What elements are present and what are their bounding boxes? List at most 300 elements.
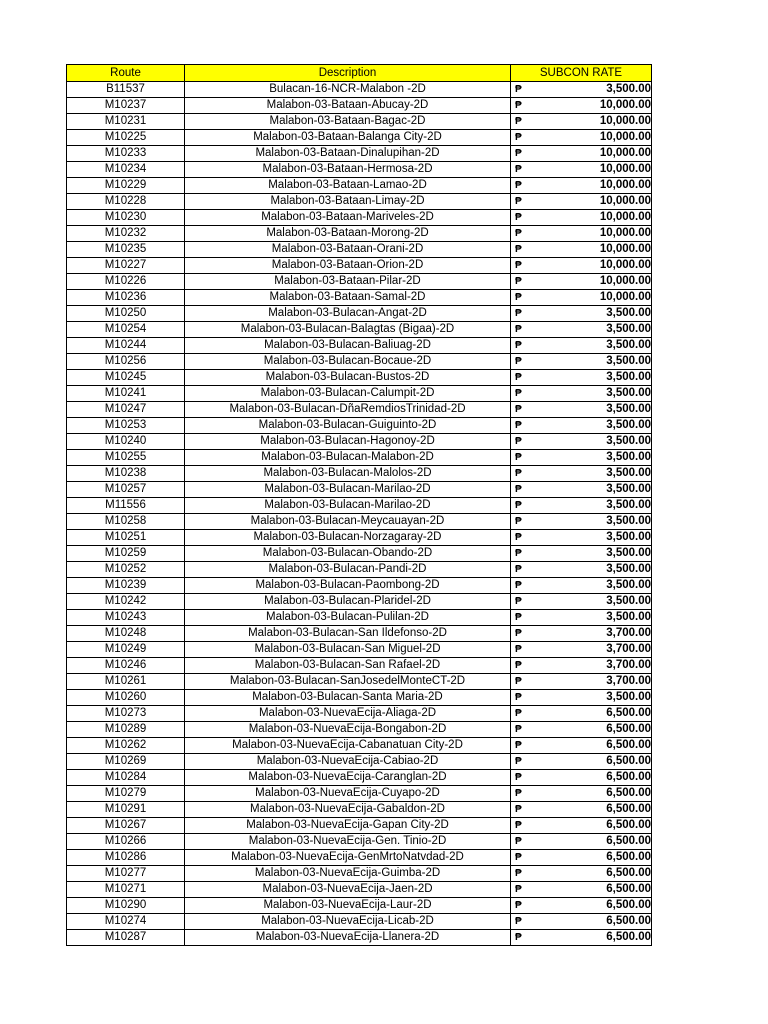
route-cell: M10273: [67, 706, 185, 722]
route-cell: M10249: [67, 642, 185, 658]
description-cell: Malabon-03-NuevaEcija-GenMrtoNatvdad-2D: [185, 850, 511, 866]
route-cell: M10274: [67, 914, 185, 930]
route-cell: M10250: [67, 306, 185, 322]
peso-sign: ₱: [515, 116, 522, 127]
rate-cell: [511, 338, 652, 354]
rate-value: 3,500.00: [606, 435, 651, 447]
table-row: [67, 386, 652, 402]
peso-sign: ₱: [515, 228, 522, 239]
peso-sign: ₱: [515, 292, 522, 303]
table-row: [67, 450, 652, 466]
description-cell: Malabon-03-NuevaEcija-Licab-2D: [185, 914, 511, 930]
table-row: [67, 626, 652, 642]
table-row: [67, 754, 652, 770]
rate-value: 3,500.00: [606, 371, 651, 383]
rate-cell: [511, 450, 652, 466]
table-row: [67, 130, 652, 146]
rate-cell: [511, 162, 652, 178]
table-row: [67, 530, 652, 546]
rate-value: 6,500.00: [606, 803, 651, 815]
description-cell: Malabon-03-Bulacan-Bocaue-2D: [185, 354, 511, 370]
table-row: [67, 274, 652, 290]
description-cell: Malabon-03-NuevaEcija-Caranglan-2D: [185, 770, 511, 786]
rate-cell: [511, 530, 652, 546]
description-cell: Malabon-03-Bulacan-Meycauayan-2D: [185, 514, 511, 530]
rate-value: 3,500.00: [606, 611, 651, 623]
peso-sign: ₱: [515, 132, 522, 143]
peso-sign: ₱: [515, 164, 522, 175]
route-cell: M10244: [67, 338, 185, 354]
route-cell: M10235: [67, 242, 185, 258]
rate-cell: [511, 690, 652, 706]
route-cell: M10260: [67, 690, 185, 706]
rate-value: 3,500.00: [606, 515, 651, 527]
peso-sign: ₱: [515, 532, 522, 543]
route-cell: M10237: [67, 98, 185, 114]
rate-value: 6,500.00: [606, 819, 651, 831]
rate-value: 6,500.00: [606, 835, 651, 847]
rate-cell: [511, 770, 652, 786]
route-cell: M10291: [67, 802, 185, 818]
peso-sign: ₱: [515, 308, 522, 319]
peso-sign: ₱: [515, 372, 522, 383]
peso-sign: ₱: [515, 804, 522, 815]
rate-cell: [511, 290, 652, 306]
description-cell: Malabon-03-NuevaEcija-Laur-2D: [185, 898, 511, 914]
route-cell: M10236: [67, 290, 185, 306]
rate-value: 6,500.00: [606, 931, 651, 943]
route-cell: M10269: [67, 754, 185, 770]
table-row: [67, 370, 652, 386]
description-cell: Malabon-03-NuevaEcija-Cabanatuan City-2D: [185, 738, 511, 754]
rate-value: 6,500.00: [606, 739, 651, 751]
peso-sign: ₱: [515, 196, 522, 207]
route-cell: M10266: [67, 834, 185, 850]
description-cell: Malabon-03-Bataan-Mariveles-2D: [185, 210, 511, 226]
rate-cell: [511, 306, 652, 322]
rate-cell: [511, 178, 652, 194]
description-cell: Malabon-03-Bulacan-Paombong-2D: [185, 578, 511, 594]
route-cell: M10242: [67, 594, 185, 610]
rate-value: 3,500.00: [606, 355, 651, 367]
description-cell: Malabon-03-Bulacan-Pulilan-2D: [185, 610, 511, 626]
description-cell: Malabon-03-NuevaEcija-Guimba-2D: [185, 866, 511, 882]
rate-cell: [511, 98, 652, 114]
table-row: [67, 210, 652, 226]
peso-sign: ₱: [515, 516, 522, 527]
rate-column-header: SUBCON RATE: [511, 65, 652, 82]
rate-cell: [511, 898, 652, 914]
peso-sign: ₱: [515, 276, 522, 287]
description-cell: Malabon-03-NuevaEcija-Cuyapo-2D: [185, 786, 511, 802]
rate-cell: [511, 914, 652, 930]
table-row: [67, 322, 652, 338]
route-cell: M10252: [67, 562, 185, 578]
peso-sign: ₱: [515, 660, 522, 671]
rate-cell: [511, 882, 652, 898]
table-row: [67, 162, 652, 178]
table-row: [67, 866, 652, 882]
table-row: [67, 610, 652, 626]
description-cell: Malabon-03-NuevaEcija-Llanera-2D: [185, 930, 511, 946]
route-cell: M11556: [67, 498, 185, 514]
rate-cell: [511, 354, 652, 370]
route-cell: M10259: [67, 546, 185, 562]
peso-sign: ₱: [515, 484, 522, 495]
table-row: [67, 658, 652, 674]
route-column-header: Route: [67, 65, 185, 82]
rate-cell: [511, 674, 652, 690]
route-cell: M10234: [67, 162, 185, 178]
rate-value: 10,000.00: [599, 211, 651, 223]
table-row: [67, 930, 652, 946]
description-cell: Malabon-03-Bulacan-SanJosedelMonteCT-2D: [185, 674, 511, 690]
rate-value: 3,500.00: [606, 563, 651, 575]
peso-sign: ₱: [515, 884, 522, 895]
rate-value: 3,500.00: [606, 547, 651, 559]
description-cell: Malabon-03-Bulacan-DñaRemdiosTrinidad-2D: [185, 402, 511, 418]
route-cell: M10251: [67, 530, 185, 546]
description-cell: Malabon-03-NuevaEcija-Jaen-2D: [185, 882, 511, 898]
rate-value: 3,500.00: [606, 499, 651, 511]
peso-sign: ₱: [515, 340, 522, 351]
description-cell: Malabon-03-Bulacan-Calumpit-2D: [185, 386, 511, 402]
route-cell: M10228: [67, 194, 185, 210]
rate-cell: [511, 706, 652, 722]
route-cell: M10230: [67, 210, 185, 226]
rate-cell: [511, 578, 652, 594]
rate-value: 6,500.00: [606, 723, 651, 735]
rate-cell: [511, 562, 652, 578]
rate-value: 6,500.00: [606, 851, 651, 863]
rate-cell: [511, 786, 652, 802]
description-cell: Malabon-03-Bataan-Pilar-2D: [185, 274, 511, 290]
table-row: [67, 290, 652, 306]
rate-cell: [511, 226, 652, 242]
route-cell: M10254: [67, 322, 185, 338]
peso-sign: ₱: [515, 820, 522, 831]
route-cell: M10284: [67, 770, 185, 786]
table-body: [67, 82, 652, 946]
description-cell: Malabon-03-Bulacan-Marilao-2D: [185, 482, 511, 498]
route-cell: M10287: [67, 930, 185, 946]
table-row: [67, 194, 652, 210]
route-cell: M10227: [67, 258, 185, 274]
table-row: [67, 674, 652, 690]
description-cell: Malabon-03-NuevaEcija-Bongabon-2D: [185, 722, 511, 738]
rate-value: 6,500.00: [606, 899, 651, 911]
description-cell: Malabon-03-Bataan-Dinalupihan-2D: [185, 146, 511, 162]
description-cell: Malabon-03-NuevaEcija-Gen. Tinio-2D: [185, 834, 511, 850]
rate-value: 3,500.00: [606, 323, 651, 335]
description-cell: Malabon-03-Bataan-Orion-2D: [185, 258, 511, 274]
description-cell: Malabon-03-NuevaEcija-Aliaga-2D: [185, 706, 511, 722]
rate-value: 6,500.00: [606, 787, 651, 799]
peso-sign: ₱: [515, 836, 522, 847]
peso-sign: ₱: [515, 388, 522, 399]
rate-cell: [511, 850, 652, 866]
description-cell: Malabon-03-Bulacan-Hagonoy-2D: [185, 434, 511, 450]
rate-cell: [511, 274, 652, 290]
rate-cell: [511, 482, 652, 498]
description-cell: Malabon-03-Bulacan-Pandi-2D: [185, 562, 511, 578]
route-cell: M10247: [67, 402, 185, 418]
peso-sign: ₱: [515, 628, 522, 639]
table-row: [67, 882, 652, 898]
rate-cell: [511, 130, 652, 146]
peso-sign: ₱: [515, 420, 522, 431]
peso-sign: ₱: [515, 436, 522, 447]
peso-sign: ₱: [515, 148, 522, 159]
description-cell: Malabon-03-Bulacan-Baliuag-2D: [185, 338, 511, 354]
description-cell: Malabon-03-Bataan-Limay-2D: [185, 194, 511, 210]
rate-cell: [511, 386, 652, 402]
table-row: [67, 770, 652, 786]
table-row: [67, 98, 652, 114]
description-cell: Malabon-03-NuevaEcija-Gapan City-2D: [185, 818, 511, 834]
route-cell: M10229: [67, 178, 185, 194]
rate-value: 10,000.00: [599, 195, 651, 207]
rate-value: 6,500.00: [606, 707, 651, 719]
rate-cell: [511, 594, 652, 610]
route-cell: M10289: [67, 722, 185, 738]
table-row: [67, 402, 652, 418]
table-row: [67, 258, 652, 274]
rate-cell: [511, 210, 652, 226]
table-row: [67, 242, 652, 258]
description-cell: Bulacan-16-NCR-Malabon -2D: [185, 82, 511, 98]
table-row: [67, 690, 652, 706]
description-cell: Malabon-03-Bulacan-San Ildefonso-2D: [185, 626, 511, 642]
route-cell: M10255: [67, 450, 185, 466]
rate-cell: [511, 434, 652, 450]
route-cell: M10267: [67, 818, 185, 834]
rate-value: 3,500.00: [606, 467, 651, 479]
rate-cell: [511, 626, 652, 642]
peso-sign: ₱: [515, 356, 522, 367]
peso-sign: ₱: [515, 852, 522, 863]
description-column-header: Description: [185, 65, 511, 82]
rate-value: 10,000.00: [599, 227, 651, 239]
route-cell: M10290: [67, 898, 185, 914]
table-row: [67, 850, 652, 866]
rate-value: 10,000.00: [599, 99, 651, 111]
rate-value: 3,700.00: [606, 659, 651, 671]
rate-value: 6,500.00: [606, 867, 651, 879]
description-cell: Malabon-03-Bulacan-Plaridel-2D: [185, 594, 511, 610]
description-cell: Malabon-03-Bataan-Abucay-2D: [185, 98, 511, 114]
table-row: [67, 306, 652, 322]
rate-value: 3,500.00: [606, 419, 651, 431]
header-row: [67, 65, 652, 82]
peso-sign: ₱: [515, 644, 522, 655]
rate-cell: [511, 114, 652, 130]
peso-sign: ₱: [515, 612, 522, 623]
peso-sign: ₱: [515, 244, 522, 255]
peso-sign: ₱: [515, 900, 522, 911]
route-cell: M10257: [67, 482, 185, 498]
rate-value: 3,500.00: [606, 387, 651, 399]
table-row: [67, 802, 652, 818]
table-row: [67, 594, 652, 610]
rate-value: 3,500.00: [606, 339, 651, 351]
rate-value: 3,700.00: [606, 675, 651, 687]
peso-sign: ₱: [515, 404, 522, 415]
route-cell: M10262: [67, 738, 185, 754]
route-cell: M10240: [67, 434, 185, 450]
description-cell: Malabon-03-NuevaEcija-Gabaldon-2D: [185, 802, 511, 818]
rate-value: 10,000.00: [599, 179, 651, 191]
rate-value: 6,500.00: [606, 883, 651, 895]
rate-cell: [511, 402, 652, 418]
rate-value: 10,000.00: [599, 275, 651, 287]
rate-cell: [511, 194, 652, 210]
route-cell: M10286: [67, 850, 185, 866]
peso-sign: ₱: [515, 788, 522, 799]
peso-sign: ₱: [515, 724, 522, 735]
rate-cell: [511, 738, 652, 754]
rate-value: 3,500.00: [606, 307, 651, 319]
rate-value: 3,500.00: [606, 483, 651, 495]
table-row: [67, 418, 652, 434]
rate-cell: [511, 610, 652, 626]
table-row: [67, 514, 652, 530]
rate-cell: [511, 82, 652, 98]
rate-cell: [511, 658, 652, 674]
table-row: [67, 498, 652, 514]
table-row: [67, 338, 652, 354]
rate-value: 6,500.00: [606, 755, 651, 767]
rate-cell: [511, 466, 652, 482]
rate-cell: [511, 514, 652, 530]
rate-cell: [511, 146, 652, 162]
rate-value: 10,000.00: [599, 259, 651, 271]
route-cell: M10277: [67, 866, 185, 882]
peso-sign: ₱: [515, 596, 522, 607]
peso-sign: ₱: [515, 180, 522, 191]
description-cell: Malabon-03-Bulacan-Angat-2D: [185, 306, 511, 322]
description-cell: Malabon-03-Bulacan-Marilao-2D: [185, 498, 511, 514]
table-row: [67, 82, 652, 98]
description-cell: Malabon-03-Bulacan-Norzagaray-2D: [185, 530, 511, 546]
rate-value: 3,500.00: [606, 451, 651, 463]
route-cell: M10256: [67, 354, 185, 370]
rate-value: 10,000.00: [599, 147, 651, 159]
peso-sign: ₱: [515, 100, 522, 111]
peso-sign: ₱: [515, 260, 522, 271]
route-cell: M10241: [67, 386, 185, 402]
route-cell: M10243: [67, 610, 185, 626]
description-cell: Malabon-03-Bulacan-Balagtas (Bigaa)-2D: [185, 322, 511, 338]
rate-cell: [511, 418, 652, 434]
route-cell: M10246: [67, 658, 185, 674]
table-header: [67, 65, 652, 82]
rate-value: 3,500.00: [606, 595, 651, 607]
table-row: [67, 722, 652, 738]
peso-sign: ₱: [515, 868, 522, 879]
description-cell: Malabon-03-Bulacan-Malolos-2D: [185, 466, 511, 482]
route-cell: M10233: [67, 146, 185, 162]
route-cell: B11537: [67, 82, 185, 98]
peso-sign: ₱: [515, 772, 522, 783]
peso-sign: ₱: [515, 916, 522, 927]
description-cell: Malabon-03-Bulacan-Obando-2D: [185, 546, 511, 562]
subcon-rate-table: [66, 64, 652, 946]
rate-cell: [511, 322, 652, 338]
table-row: [67, 898, 652, 914]
rate-cell: [511, 258, 652, 274]
table-row: [67, 914, 652, 930]
description-cell: Malabon-03-Bataan-Balanga City-2D: [185, 130, 511, 146]
route-cell: M10239: [67, 578, 185, 594]
rate-cell: [511, 930, 652, 946]
rate-value: 3,700.00: [606, 643, 651, 655]
rate-value: 3,500.00: [606, 83, 651, 95]
rate-value: 3,700.00: [606, 627, 651, 639]
table-row: [67, 706, 652, 722]
table-row: [67, 642, 652, 658]
table-row: [67, 354, 652, 370]
table-row: [67, 146, 652, 162]
rate-cell: [511, 802, 652, 818]
table-row: [67, 834, 652, 850]
peso-sign: ₱: [515, 212, 522, 223]
peso-sign: ₱: [515, 500, 522, 511]
rate-cell: [511, 242, 652, 258]
route-cell: M10248: [67, 626, 185, 642]
description-cell: Malabon-03-Bulacan-San Rafael-2D: [185, 658, 511, 674]
table-row: [67, 434, 652, 450]
rate-cell: [511, 370, 652, 386]
peso-sign: ₱: [515, 708, 522, 719]
table-row: [67, 226, 652, 242]
rate-value: 10,000.00: [599, 243, 651, 255]
peso-sign: ₱: [515, 564, 522, 575]
table-row: [67, 482, 652, 498]
route-cell: M10271: [67, 882, 185, 898]
route-cell: M10238: [67, 466, 185, 482]
description-cell: Malabon-03-Bulacan-Malabon-2D: [185, 450, 511, 466]
peso-sign: ₱: [515, 580, 522, 591]
rate-value: 6,500.00: [606, 771, 651, 783]
table-row: [67, 738, 652, 754]
description-cell: Malabon-03-Bulacan-San Miguel-2D: [185, 642, 511, 658]
description-cell: Malabon-03-Bataan-Lamao-2D: [185, 178, 511, 194]
rate-cell: [511, 818, 652, 834]
description-cell: Malabon-03-Bulacan-Santa Maria-2D: [185, 690, 511, 706]
table-row: [67, 578, 652, 594]
peso-sign: ₱: [515, 740, 522, 751]
rate-value: 10,000.00: [599, 115, 651, 127]
route-cell: M10253: [67, 418, 185, 434]
table-row: [67, 114, 652, 130]
rate-cell: [511, 722, 652, 738]
rate-value: 3,500.00: [606, 579, 651, 591]
peso-sign: ₱: [515, 932, 522, 943]
route-cell: M10232: [67, 226, 185, 242]
route-cell: M10258: [67, 514, 185, 530]
peso-sign: ₱: [515, 676, 522, 687]
rate-value: 10,000.00: [599, 131, 651, 143]
description-cell: Malabon-03-Bataan-Samal-2D: [185, 290, 511, 306]
table-row: [67, 818, 652, 834]
route-cell: M10261: [67, 674, 185, 690]
rate-value: 10,000.00: [599, 291, 651, 303]
description-cell: Malabon-03-Bataan-Hermosa-2D: [185, 162, 511, 178]
route-cell: M10279: [67, 786, 185, 802]
peso-sign: ₱: [515, 692, 522, 703]
peso-sign: ₱: [515, 84, 522, 95]
